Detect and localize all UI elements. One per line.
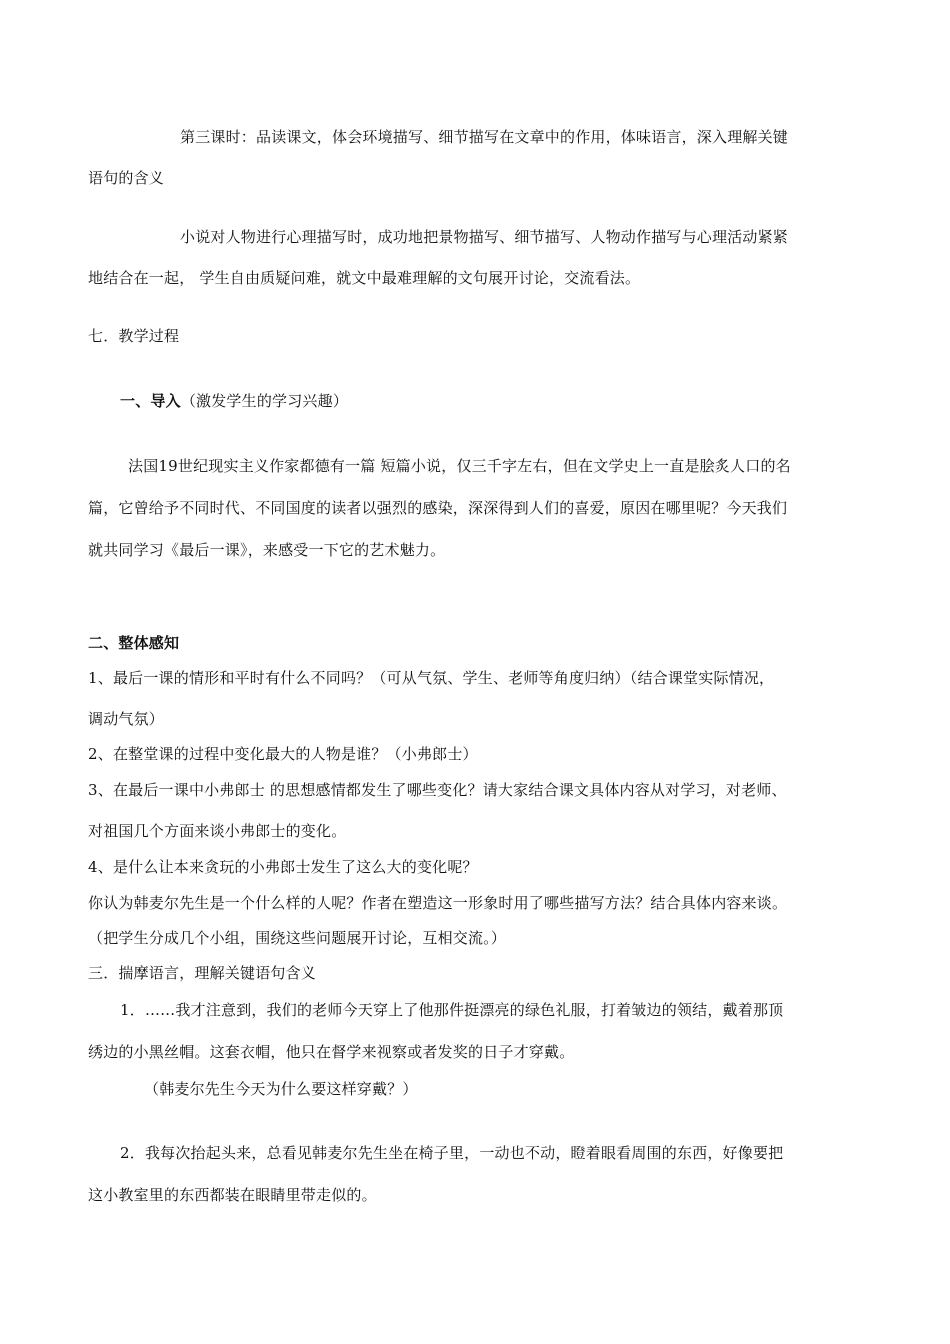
intro-paragraph-line1: 法国19世纪现实主义作家都德有一篇 短篇小说，仅三千字左右，但在文学史上一直是脍炙人口的名 <box>128 457 791 475</box>
section3-heading: 三．揣摩语言，理解关键语句含义 <box>88 964 317 982</box>
overall-q5: 你认为韩麦尔先生是一个什么样的人呢？作者在塑造这一形象时用了哪些描写方法？结合具体内容来谈。 <box>88 894 788 912</box>
overall-q6: （把学生分成几个小组，围绕这些问题展开讨论，互相交流。） <box>88 929 507 947</box>
overall-q1-line2: 调动气氛） <box>88 710 165 728</box>
section3-item1-line1: 1．……我才注意到，我们的老师今天穿上了他那件挺漂亮的绿色礼服，打着皱边的领结，戴着那顶 <box>120 1001 784 1019</box>
lesson3-line2: 语句的含义 <box>88 169 165 187</box>
overall-heading: 二、整体感知 <box>88 634 180 652</box>
section7-heading: 七．教学过程 <box>88 327 180 345</box>
section3-item2-line1: 2．我每次抬起头来，总看见韩麦尔先生坐在椅子里，一动也不动，瞪着眼看周围的东西，好像要把 <box>120 1144 784 1162</box>
intro-paragraph-line2: 篇，它曾给予不同时代、不同国度的读者以强烈的感染，深深得到人们的喜爱，原因在哪里呢？今天我们 <box>88 499 788 517</box>
overall-q4: 4、是什么让本来贪玩的小弗郎士发生了这么大的变化呢？ <box>88 858 478 876</box>
section3-item1-line2: 绣边的小黑丝帽。这套衣帽，他只在督学来视察或者发奖的日子才穿戴。 <box>88 1043 575 1061</box>
lesson3-line1: 第三课时：品读课文，体会环境描写、细节描写在文章中的作用，体味语言，深入理解关键 <box>180 128 789 146</box>
section3-item2-line2: 这小教室里的东西都装在眼睛里带走似的。 <box>88 1186 377 1204</box>
section3-item1-question: （韩麦尔先生今天为什么要这样穿戴？） <box>144 1080 418 1098</box>
intro-paragraph-line3: 就共同学习《最后一课》，来感受一下它的艺术魅力。 <box>88 541 446 559</box>
intro-note: （激发学生的学习兴趣） <box>180 392 349 410</box>
psych-line2: 地结合在一起， 学生自由质疑问难，就文中最难理解的文句展开讨论，交流看法。 <box>88 269 641 287</box>
overall-q3-line1: 3、在最后一课中小弗郎士 的思想感情都发生了哪些变化？请大家结合课文具体内容从对学习，对老师、 <box>88 781 787 799</box>
intro-heading: 一、导入 <box>120 392 181 410</box>
psych-line1: 小说对人物进行心理描写时，成功地把景物描写、细节描写、人物动作描写与心理活动紧紧 <box>180 228 789 246</box>
intro-heading-line <box>120 391 348 411</box>
overall-q2: 2、在整堂课的过程中变化最大的人物是谁？（小弗郎士） <box>88 745 478 763</box>
overall-q1-line1: 1、最后一课的情形和平时有什么不同吗？（可从气氛、学生、老师等角度归纳）（结合课堂实际情况， <box>88 669 775 687</box>
overall-q3-line2: 对祖国几个方面来谈小弗郎士的变化。 <box>88 822 347 840</box>
